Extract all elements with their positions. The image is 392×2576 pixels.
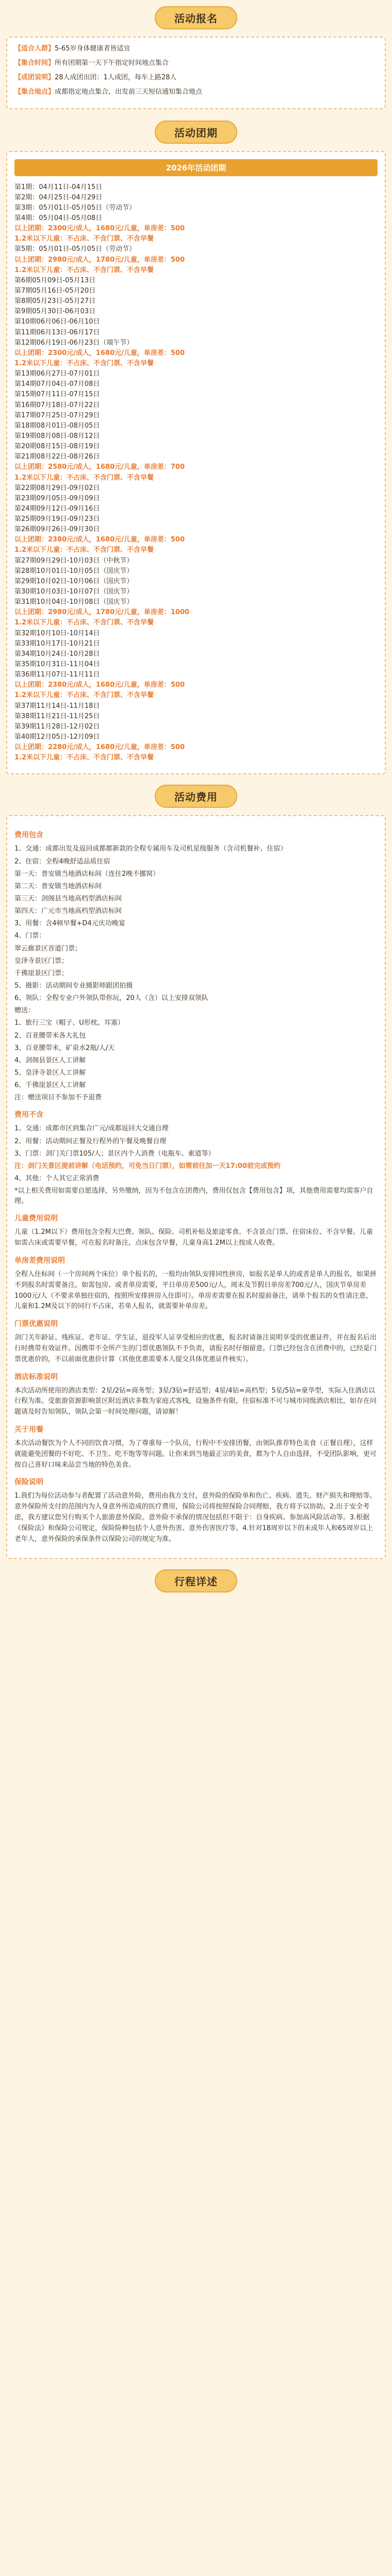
schedule-date-line: 第1期：04月11日-04月15日 [14, 183, 103, 191]
hotel-text: 本次活动所使用的酒店类型：2星/2钻=商务型；3星/3钻=舒适型；4星/4钻=高档型；5星/5钻=豪华型，实际入住酒店以行程为准。受旅游资源影响景区附近酒店多数为家庭式客栈，设施条件有限，住宿标准不可与城市同级酒店相比，如存在问题请及时告知领队，领队会第一时间处理问题，请谅解！ [14, 1386, 377, 1416]
schedule-date-line: 第16期07月18日-07月22日 [14, 401, 100, 409]
included-item: 5、皇泽寺景区人工讲解 [14, 1069, 86, 1077]
schedule-date-line: 第3期：05月01日-05月05日（劳动节） [14, 204, 136, 212]
schedule-price-line: 1.2米以下儿童：不占床、不含门票、不含早餐 [14, 266, 154, 274]
included-item: 第一天：普安镇当地酒店标间（连住2晚不挪窝） [14, 870, 160, 878]
food-title: 关于用餐 [14, 1425, 43, 1434]
registration-card [6, 37, 386, 109]
registration-item [14, 58, 378, 69]
schedule-date-line: 第13期06月27日-07月01日 [14, 370, 100, 378]
schedule-price-line: 1.2米以下儿童：不占床、不含门票、不含早餐 [14, 619, 154, 627]
schedule-date-line: 第36期11月07日-11月11日 [14, 671, 100, 679]
included-item: 6、千佛崖景区人工讲解 [14, 1081, 86, 1090]
included-item: 皇泽寺景区门票； [14, 957, 69, 965]
included-item: 2、百亚腰带米各大礼包 [14, 1031, 86, 1040]
included-item: 3、用餐：含4顿早餐+D4元庆功晚宴 [14, 920, 125, 928]
registration-item-text: 5-65岁身体健康者皆适宜 [55, 45, 130, 53]
schedule-date-line: 第7期05月16日-05月20日 [14, 286, 96, 295]
included-item: 第二天：普安镇当地酒店标间 [14, 882, 102, 890]
ticket-text: 剑门关年龄证、残疾证、老年证、学生证，退役军人证享受相应的优惠，报名时请备注说明享受的优惠证件，并在报名后出行时携带有效证件。因携带不全所产生的门票优惠领队不予负责，请报名时仔细留意。门票已经包含在团费中的，已经是门票优惠价的，不以前面优惠价计算（其他优惠需要本人提交具体优惠证件核实）。 [14, 1334, 377, 1363]
schedule-date-line: 第12期06月19日-06月23日（端午节） [14, 338, 134, 347]
schedule-price-line: 以上团期：2300元/成人，1680元/儿童，单房差：500 [14, 349, 185, 357]
schedule-date-line: 第6期05月09日-05月13日 [14, 276, 96, 284]
included-item: 翠云廊景区首道门票； [14, 944, 82, 953]
included-item: 5、摄影：活动期间专业摄影师跟团拍摄 [14, 981, 133, 990]
schedule-date-line: 第29期10月02日-10月06日（国庆节） [14, 577, 134, 585]
schedule-title: 活动团期 [155, 121, 237, 144]
schedule-date-line: 第8期05月23日-05月27日 [14, 297, 96, 306]
schedule-date-line: 第10期06月06日-06月10日 [14, 318, 100, 326]
schedule-date-line: 第5期：05月01日-05月05日（劳动节） [14, 245, 136, 253]
schedule-price-line: 1.2米以下儿童：不占床、不含门票、不含早餐 [14, 473, 154, 482]
child-text: 儿童（1.2M以下）费用包含全程大巴费、领队、保险、司机补贴及旅途零食。不含景点门票、住宿床位、不含早餐。儿童如需占床或需要早餐，可在报名时备注，点床包含早餐，儿童身高1.2M以上按成人收费。 [14, 1228, 373, 1247]
registration-item-tag: 【集合地点】 [14, 88, 55, 96]
registration-item [14, 87, 378, 97]
included-item: 第三天：剑阁县当地高档型酒店标间 [14, 895, 122, 903]
included-item: 1、旅行三宝（帽子、U形枕、耳塞） [14, 1019, 124, 1027]
food-text: 本次活动餐饮为个人不同的饮食习惯，为了尊重每一个队员，行程中不安排团餐，由领队推荐特色美食（正餐自理），这样就能避免团餐的不好吃、不卫生、吃不饱等等问题。让你来到当地最正宗的美食，都为个人自由选择，不受团队影响，更可按自己喜好口味来品尝当地的特色美食。 [14, 1439, 377, 1469]
schedule-price-line: 以上团期：2380元/成人，1680元/儿童，单房差：500 [14, 536, 185, 544]
registration-item [14, 44, 378, 54]
hotel-title: 酒店标准说明 [14, 1372, 58, 1381]
schedule-price-line: 以上团期：2980元/成人，1780元/儿童，单房差：1000 [14, 608, 190, 617]
excluded-title: 费用不含 [14, 1111, 43, 1120]
excluded-item: 4、其他：个人其它正常消费 [14, 1174, 100, 1182]
registration-header [0, 0, 392, 29]
costs-header [0, 782, 392, 808]
schedule-date-line: 第34期10月24日-10月28日 [14, 650, 100, 658]
excluded-item: 1、交通：成都市区到集合广元/成都返回大交通自理 [14, 1125, 169, 1133]
included-list [14, 844, 378, 1103]
schedule-date-line: 第26期09月26日-09月30日 [14, 526, 100, 534]
included-item: 注：赠送项目不参加不予退费 [14, 1094, 102, 1102]
excluded-item: *以上相关费用如需要自愿选择，另外缴纳，因为不包含在团费内，费用仅包含【费用包含】项，其他费用需要均需客户自理。 [14, 1187, 373, 1206]
schedule-date-line: 第18期08月01日-08月05日 [14, 421, 100, 430]
schedule-date-line: 第40期12月05日-12月09日 [14, 733, 100, 741]
registration-item-text: 所有团期第一天下午指定时间地点集合 [55, 59, 169, 67]
schedule-date-line: 第11期06月13日-06月17日 [14, 328, 100, 336]
schedule-price-line: 以上团期：2580元/成人，1680元/儿童，单房差：700 [14, 463, 185, 471]
schedule-price-line: 以上团期：2280元/成人，1680元/儿童，单房差：500 [14, 743, 185, 752]
schedule-date-line: 第14期07月04日-07月08日 [14, 380, 100, 388]
schedule-price-line: 1.2米以下儿童：不占床、不含门票、不含早餐 [14, 546, 154, 554]
excluded-item: 2、用餐：活动期间正餐及行程外的午餐及晚餐自理 [14, 1137, 167, 1145]
schedule-date-line: 第33期10月17日-10月21日 [14, 639, 100, 648]
schedule-date-line: 第17期07月25日-07月29日 [14, 411, 100, 419]
schedule-price-line: 1.2米以下儿童：不占床、不含门票、不含早餐 [14, 691, 154, 700]
registration-item-tag: 【成团说明】 [14, 74, 55, 82]
included-item: 4、剑阁县景区人工讲解 [14, 1056, 86, 1064]
included-item: 1、交通：成都出发及返回成都都新款的全程专属用车及司机星级服务（含司机餐补、住宿） [14, 845, 287, 853]
schedule-bar-title: 2026年活动团期 [14, 159, 378, 176]
itinerary-header [0, 1566, 392, 1592]
included-item: 6、领队：全程专业户外领队带你玩，20人（含）以上安排双领队 [14, 994, 208, 1003]
schedule-date-line: 第31期10月04日-10月08日（国庆节） [14, 598, 134, 606]
registration-item-tag: 【适合人群】 [14, 45, 55, 53]
schedule-date-line: 第30期10月03日-10月07日（国庆节） [14, 588, 134, 596]
schedule-date-line: 第37期11月14日-11月18日 [14, 702, 100, 710]
included-title: 费用包含 [14, 831, 43, 840]
schedule-date-line: 第24期09月12日-09月16日 [14, 504, 100, 513]
schedule-header [0, 116, 392, 144]
schedule-price-line: 1.2米以下儿童：不占床、不含门票、不含早餐 [14, 754, 154, 762]
ticket-title: 门票优惠说明 [14, 1320, 58, 1329]
schedule-date-line: 第32期10月10日-10月14日 [14, 629, 100, 637]
schedule-date-line: 第20期08月15日-08月19日 [14, 443, 100, 451]
excluded-item: 3、门票：剑门关门票105/人；景区内个人消费（电瓶车、索道等） [14, 1149, 215, 1158]
included-item: 2、住宿：全程4晚舒适品质住宿 [14, 857, 110, 866]
included-item: 第四天：广元市当地高档型酒店标间 [14, 907, 122, 916]
schedule-date-line: 第35期10月31日-11月04日 [14, 660, 100, 669]
costs-title: 活动费用 [155, 785, 237, 808]
insurance-text: 1.我们为每位活动参与者配置了活动意外险，费用由我方支付，意外险的保险单和伤亡、疾病、遗失、财产损失和理赔等。意外保险所支付的范围内为人身意外所造成的医疗费用，保险公司将按照保险合同理赔，我方将予以协助。2.出于安全考虑，我方建议您另行购买个人旅游意外保险。意外险不承保的情况包括但不限于：自身疾病、参加高风险活动等。3.根据《保险法》和保险公司规定，保险险种包括个人意外伤害、意外伤害医疗等。4.针对18周岁以下的未成年人和65周岁以上老年人，意外保险的承保条件以保险公司的规定为准。 [14, 1492, 377, 1543]
schedule-date-line: 第23期09月05日-09月09日 [14, 494, 100, 502]
insurance-title: 保险说明 [14, 1478, 43, 1487]
included-item: 千佛崖景区门票； [14, 969, 69, 977]
schedule-price-line: 以上团期：2300元/成人，1680元/儿童，单房差：500 [14, 225, 185, 233]
single-room-title: 单房差费用说明 [14, 1256, 65, 1265]
schedule-date-line: 第28期10月01日-10月05日（国庆节） [14, 567, 134, 575]
registration-item-text: 成都指定地点集合，出发前三天短信通知集合地点 [55, 88, 203, 96]
schedule-date-line: 第22期08月29日-09月02日 [14, 484, 100, 492]
registration-item-tag: 【集合时间】 [14, 59, 55, 67]
included-item: 3、百亚腰带米，矿泉水2瓶/人/天 [14, 1044, 115, 1052]
single-room-text: 全程入住标间（一个房间两个床位）单个报名的，一般均由领队安排同性拼房，如报名是单人的或者是单人的报名，如果拼不到报名时需要备注。如需包房、或者单房需要，平日单房差500元/人，周末及节假日单房差700元/人，国庆节单房差1000元/人（不要求单独住宿的，按照所安排拼房入住即可）。单房差需要在报名时提前备注，请单个报名的女性请注意，儿童和1.2M及以下的同行不占床，若单人报名，就需要补单房差。 [14, 1270, 377, 1311]
schedule-date-line: 第38期11月21日-11月25日 [14, 712, 100, 720]
schedule-date-line: 第25期09月19日-09月23日 [14, 515, 100, 523]
registration-item [14, 73, 378, 83]
schedule-date-line: 第19期08月08日-08月12日 [14, 432, 100, 440]
included-item: 赠送： [14, 1007, 35, 1015]
schedule-date-line: 第39期11月28日-12月02日 [14, 722, 100, 731]
excluded-item: 注：剑门关景区提前讲解（电话预约，可免当日门票），如需前往加一天17:00前完成预约 [14, 1162, 281, 1170]
schedule-date-line: 第9期05月30日-06月03日 [14, 308, 96, 316]
registration-item-text: 28人成团出团：1人成团，每车上路28人 [55, 74, 177, 82]
schedule-date-line: 第2期：04月25日-04月29日 [14, 193, 103, 201]
schedule-price-line: 以上团期：2380元/成人，1680元/儿童，单房差：500 [14, 681, 185, 689]
schedule-price-line: 1.2米以下儿童：不占床、不含门票、不含早餐 [14, 235, 154, 243]
schedule-price-line: 以上团期：2980元/成人，1780元/儿童，单房差：500 [14, 256, 185, 264]
itinerary-title: 行程详述 [155, 1569, 237, 1592]
included-item: 4、门票： [14, 932, 46, 940]
registration-title: 活动报名 [155, 6, 237, 29]
schedule-price-line: 1.2米以下儿童：不占床、不含门票、不含早餐 [14, 359, 154, 367]
schedule-date-line: 第15期07月11日-07月15日 [14, 391, 100, 399]
schedule-date-line: 第21期08月22日-08月26日 [14, 453, 100, 461]
schedule-date-line: 第4期：05月04日-05月08日 [14, 214, 103, 222]
excluded-list [14, 1124, 378, 1207]
schedule-date-line: 第27期09月29日-10月03日（中秋节） [14, 556, 134, 565]
schedule-card [6, 151, 386, 775]
costs-card [6, 815, 386, 1559]
child-title: 儿童费用说明 [14, 1214, 58, 1223]
